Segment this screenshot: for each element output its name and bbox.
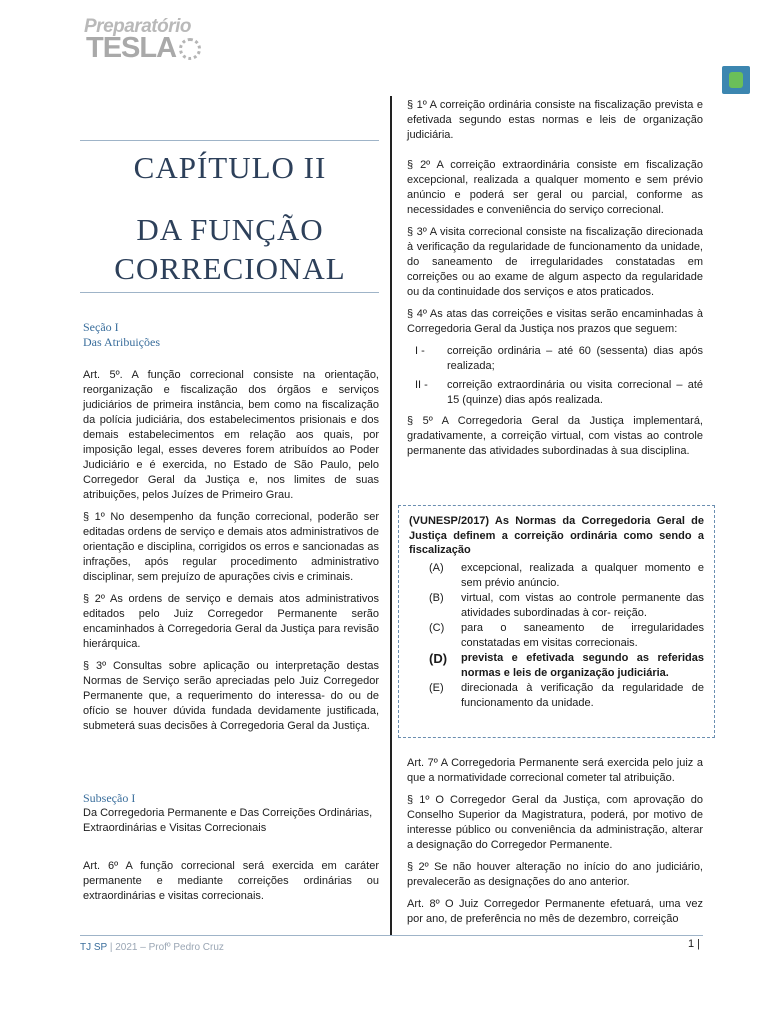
left-column <box>83 368 379 741</box>
section-name: Das Atribuições <box>83 335 160 349</box>
right-column-top <box>407 98 703 466</box>
exam-question-box <box>398 505 715 738</box>
list-item: II - correição extraordinária ou visita correcional – até 15 (quinze) dias após realizada. <box>415 379 703 406</box>
gear-icon <box>179 38 201 60</box>
deadline-list <box>407 344 703 408</box>
art5: Art. 5º. A função correcional consiste na orientação, reorganização e fiscalização dos órgãos e serviços judiciários de primeira instância, bem como na fiscalização da polícia judiciária, dos estabelecimentos prisionais e dos demais estabelecimentos em relação aos quais, por imposição legal, esses deveres forem atribuídos ao Poder Judiciário e é exercida, no Estado de São Paulo, pelo Corregedor Geral da Justiça e, nos limites de suas atribuições, pelos Juízes de Primeiro Grau. <box>83 369 379 501</box>
column-divider <box>390 96 392 936</box>
art7-par2: § 2º Se não houver alteração no início do ano judiciário, prevalecerão as designações do ano anterior. <box>407 861 703 888</box>
option-c: (C) para o saneamento de irregularidades constatadas em visitas correcionais. <box>429 621 704 649</box>
logo-line1: Preparatório <box>84 16 191 37</box>
footer <box>80 942 224 953</box>
bookmark-badge-icon[interactable] <box>722 66 750 94</box>
subsection-label: Subseção I <box>83 791 136 805</box>
footer-text: | 2021 – Profº Pedro Cruz <box>107 942 224 953</box>
list-item: I - correição ordinária – até 60 (sessenta) dias após realizada; <box>415 345 703 372</box>
page-number: 1 | <box>688 938 701 950</box>
subsection-name: Da Corregedoria Permanente e Das Correições Ordinárias, Extraordinárias e Visitas Correcionais <box>83 807 373 834</box>
art5-par2: § 2º As ordens de serviço e demais atos administrativos editados pelo Juiz Corregedor Permanente serão encaminhados à Corregedoria Geral da Justiça para revisão hierárquica. <box>83 593 379 650</box>
art5-par1: § 1º No desempenho da função correcional, poderão ser editadas ordens de serviço e demais atos administrativos de orientação e disciplina, corrigidos os erros e sancionadas as infrações, após regular procedimento administrativo disciplinar, sem prejuízo de apurações civis e criminais. <box>83 511 379 583</box>
art6-par4: § 4º As atas das correições e visitas serão encaminhadas à Corregedoria Geral da Justiça nos prazos que seguem: <box>407 308 703 335</box>
option-e: (E) direcionada à verificação da regularidade de funcionamento da unidade. <box>429 681 704 709</box>
art6: Art. 6º A função correcional será exercida em caráter permanente e mediante correições ordinárias ou extraordinárias e visitas correcionais. <box>83 860 379 902</box>
logo-line2: TESLA <box>86 32 177 64</box>
art7-par1: § 1º O Corregedor Geral da Justiça, com aprovação do Conselho Superior da Magistratura, poderá, por motivo de interesse público ou conveniência da administração, alterar a designação do Corregedor Permanente. <box>407 794 703 851</box>
title-rule-top <box>80 140 379 141</box>
title-rule-bottom <box>80 292 379 293</box>
chapter-title: CAPÍTULO II <box>133 150 327 185</box>
chapter-subtitle: DA FUNÇÃO CORRECIONAL <box>114 212 346 286</box>
option-a: (A) excepcional, realizada a qualquer momento e sem prévio anúncio. <box>429 561 704 589</box>
art6-par3: § 3º A visita correcional consiste na fiscalização direcionada à verificação da regularidade de funcionamento da unidade, do saneamento de irregularidades constatadas em correições ou ao exame de algum aspecto da regularidade ou da continuidade dos serviços e atos praticados. <box>407 226 703 298</box>
art5-par3: § 3º Consultas sobre aplicação ou interpretação destas Normas de Serviço serão apreciadas pelo Juiz Corregedor Permanente que, a requerimento do interessa- do ou de ofício se houver dúvida fundada devidamente justificada, submeterá suas decisões à Corregedoria Geral da Justiça. <box>83 660 379 732</box>
footer-rule <box>80 935 703 936</box>
question-text: (VUNESP/2017) As Normas da Corregedoria Geral de Justiça definem a correição ordinária como sendo a fiscalização <box>409 515 704 556</box>
art6-par5: § 5º A Corregedoria Geral da Justiça implementará, gradativamente, a correição virtual, com vistas ao controle permanente das atividades subordinadas à sua disciplina. <box>407 415 703 457</box>
art6-par1: § 1º A correição ordinária consiste na fiscalização prevista e efetivada segundo estas normas e leis de organização judiciária. <box>407 99 703 141</box>
art8: Art. 8º O Juiz Corregedor Permanente efetuará, uma vez por ano, de preferência no mês de dezembro, correição <box>407 898 703 925</box>
logo <box>84 16 204 64</box>
option-b: (B) virtual, com vistas ao controle permanente das atividades subordinadas à cor- reição. <box>429 591 704 619</box>
section-label: Seção I <box>83 320 119 334</box>
option-d-correct: (D) prevista e efetivada segundo as referidas normas e leis de organização judiciária. <box>429 650 704 679</box>
footer-org: TJ SP <box>80 942 108 953</box>
art6-par2: § 2º A correição extraordinária consiste em fiscalização excepcional, realizada a qualquer momento e sem prévio anúncio e poderá ser geral ou parcial, conforme as necessidades e conveniência do serviço correcional. <box>407 159 703 216</box>
art7: Art. 7º A Corregedoria Permanente será exercida pelo juiz a que a normatividade correcional cometer tal atribuição. <box>407 757 703 784</box>
right-column-bottom <box>407 756 703 934</box>
